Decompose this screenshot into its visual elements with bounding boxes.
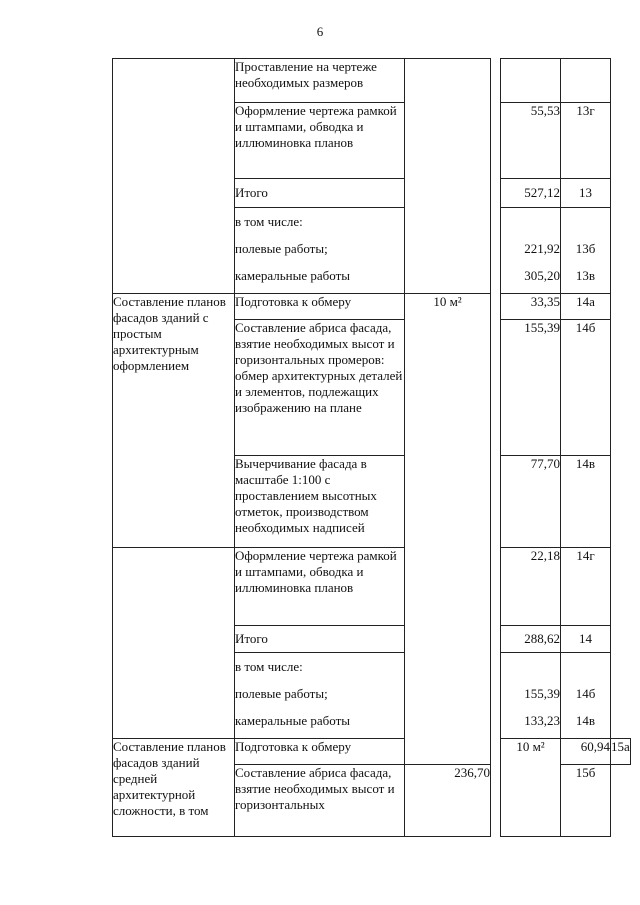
code-subline: 13б [575, 241, 596, 256]
unit-cell [405, 59, 491, 294]
code-cell [561, 653, 611, 739]
table-row [113, 548, 631, 626]
price-cell: 22,18 [501, 548, 561, 626]
code-cell: 15б [561, 765, 611, 837]
work-type-cell: Составление планов фасадов зданий средней архитектурной сложности, в том [113, 739, 235, 837]
work-type-cell [113, 59, 235, 294]
price-cell: 60,94 [561, 739, 611, 765]
price-subline: 155,39 [524, 686, 560, 701]
price-cell [501, 653, 561, 739]
operation-cell: Проставление на чертеже необходимых размеров [235, 59, 405, 103]
operation-cell: Подготовка к обмеру [235, 294, 405, 320]
table-row [113, 294, 631, 320]
operation-cell: Подготовка к обмеру [235, 739, 405, 765]
price-cell [501, 59, 561, 103]
field-work-label: полевые работы; [235, 686, 328, 701]
code-cell: 14б [561, 320, 611, 456]
price-cell: 33,35 [501, 294, 561, 320]
operation-cell: Итого [235, 626, 405, 653]
operation-cell: Составление абриса фасада, взятие необходимых высот и горизонтальных [235, 765, 405, 837]
price-subline: 305,20 [524, 268, 560, 283]
operation-cell [235, 208, 405, 294]
column-gap [491, 59, 501, 837]
code-cell: 14в [561, 456, 611, 548]
unit-cell: 10 м² [501, 739, 561, 837]
price-cell: 77,70 [501, 456, 561, 548]
price-subline [501, 659, 560, 675]
code-subline [561, 214, 610, 230]
price-cell: 155,39 [501, 320, 561, 456]
price-subline: 221,92 [524, 241, 560, 256]
table-row [113, 739, 631, 765]
office-work-label: камеральные работы [235, 268, 351, 283]
code-cell: 13 [561, 179, 611, 208]
code-subline: 14в [575, 713, 596, 728]
operation-cell: Составление абриса фасада, взятие необходимых высот и горизонтальных промеров: обмер архитектурных деталей и элементов, подлежащих изображению на плане [235, 320, 405, 456]
subtotal-label: в том числе: [235, 659, 303, 674]
price-cell: 236,70 [405, 765, 491, 837]
code-subline [561, 659, 610, 675]
code-subline: 14б [575, 686, 596, 701]
operation-cell: Итого [235, 179, 405, 208]
page-number: 6 [316, 24, 324, 39]
table-row [113, 59, 631, 103]
operation-cell: Вычерчивание фасада в масштабе 1:100 с проставлением высотных отметок, производством необходимых надписей [235, 456, 405, 548]
code-cell [561, 59, 611, 103]
office-work-label: камеральные работы [235, 713, 351, 728]
work-type-cell: Составление планов фасадов зданий с простым архитектурным оформлением [113, 294, 235, 548]
price-subline [501, 214, 560, 230]
code-cell: 14 [561, 626, 611, 653]
code-cell: 15а [611, 739, 631, 765]
operation-cell: Оформление чертежа рамкой и штампами, обводка и иллюминовка планов [235, 548, 405, 626]
price-cell [501, 208, 561, 294]
code-cell [561, 208, 611, 294]
price-cell: 288,62 [501, 626, 561, 653]
price-cell: 55,53 [501, 103, 561, 179]
field-work-label: полевые работы; [235, 241, 328, 256]
subtotal-label: в том числе: [235, 214, 303, 229]
operation-cell: Оформление чертежа рамкой и штампами, обводка и иллюминовка планов [235, 103, 405, 179]
work-type-cell [113, 548, 235, 739]
price-cell: 527,12 [501, 179, 561, 208]
code-cell: 14г [561, 548, 611, 626]
code-cell: 14а [561, 294, 611, 320]
code-subline: 13в [575, 268, 596, 283]
price-subline: 133,23 [524, 713, 560, 728]
code-cell: 13г [561, 103, 611, 179]
unit-cell: 10 м² [405, 294, 491, 765]
operation-cell [235, 653, 405, 739]
tariff-table [112, 58, 631, 837]
